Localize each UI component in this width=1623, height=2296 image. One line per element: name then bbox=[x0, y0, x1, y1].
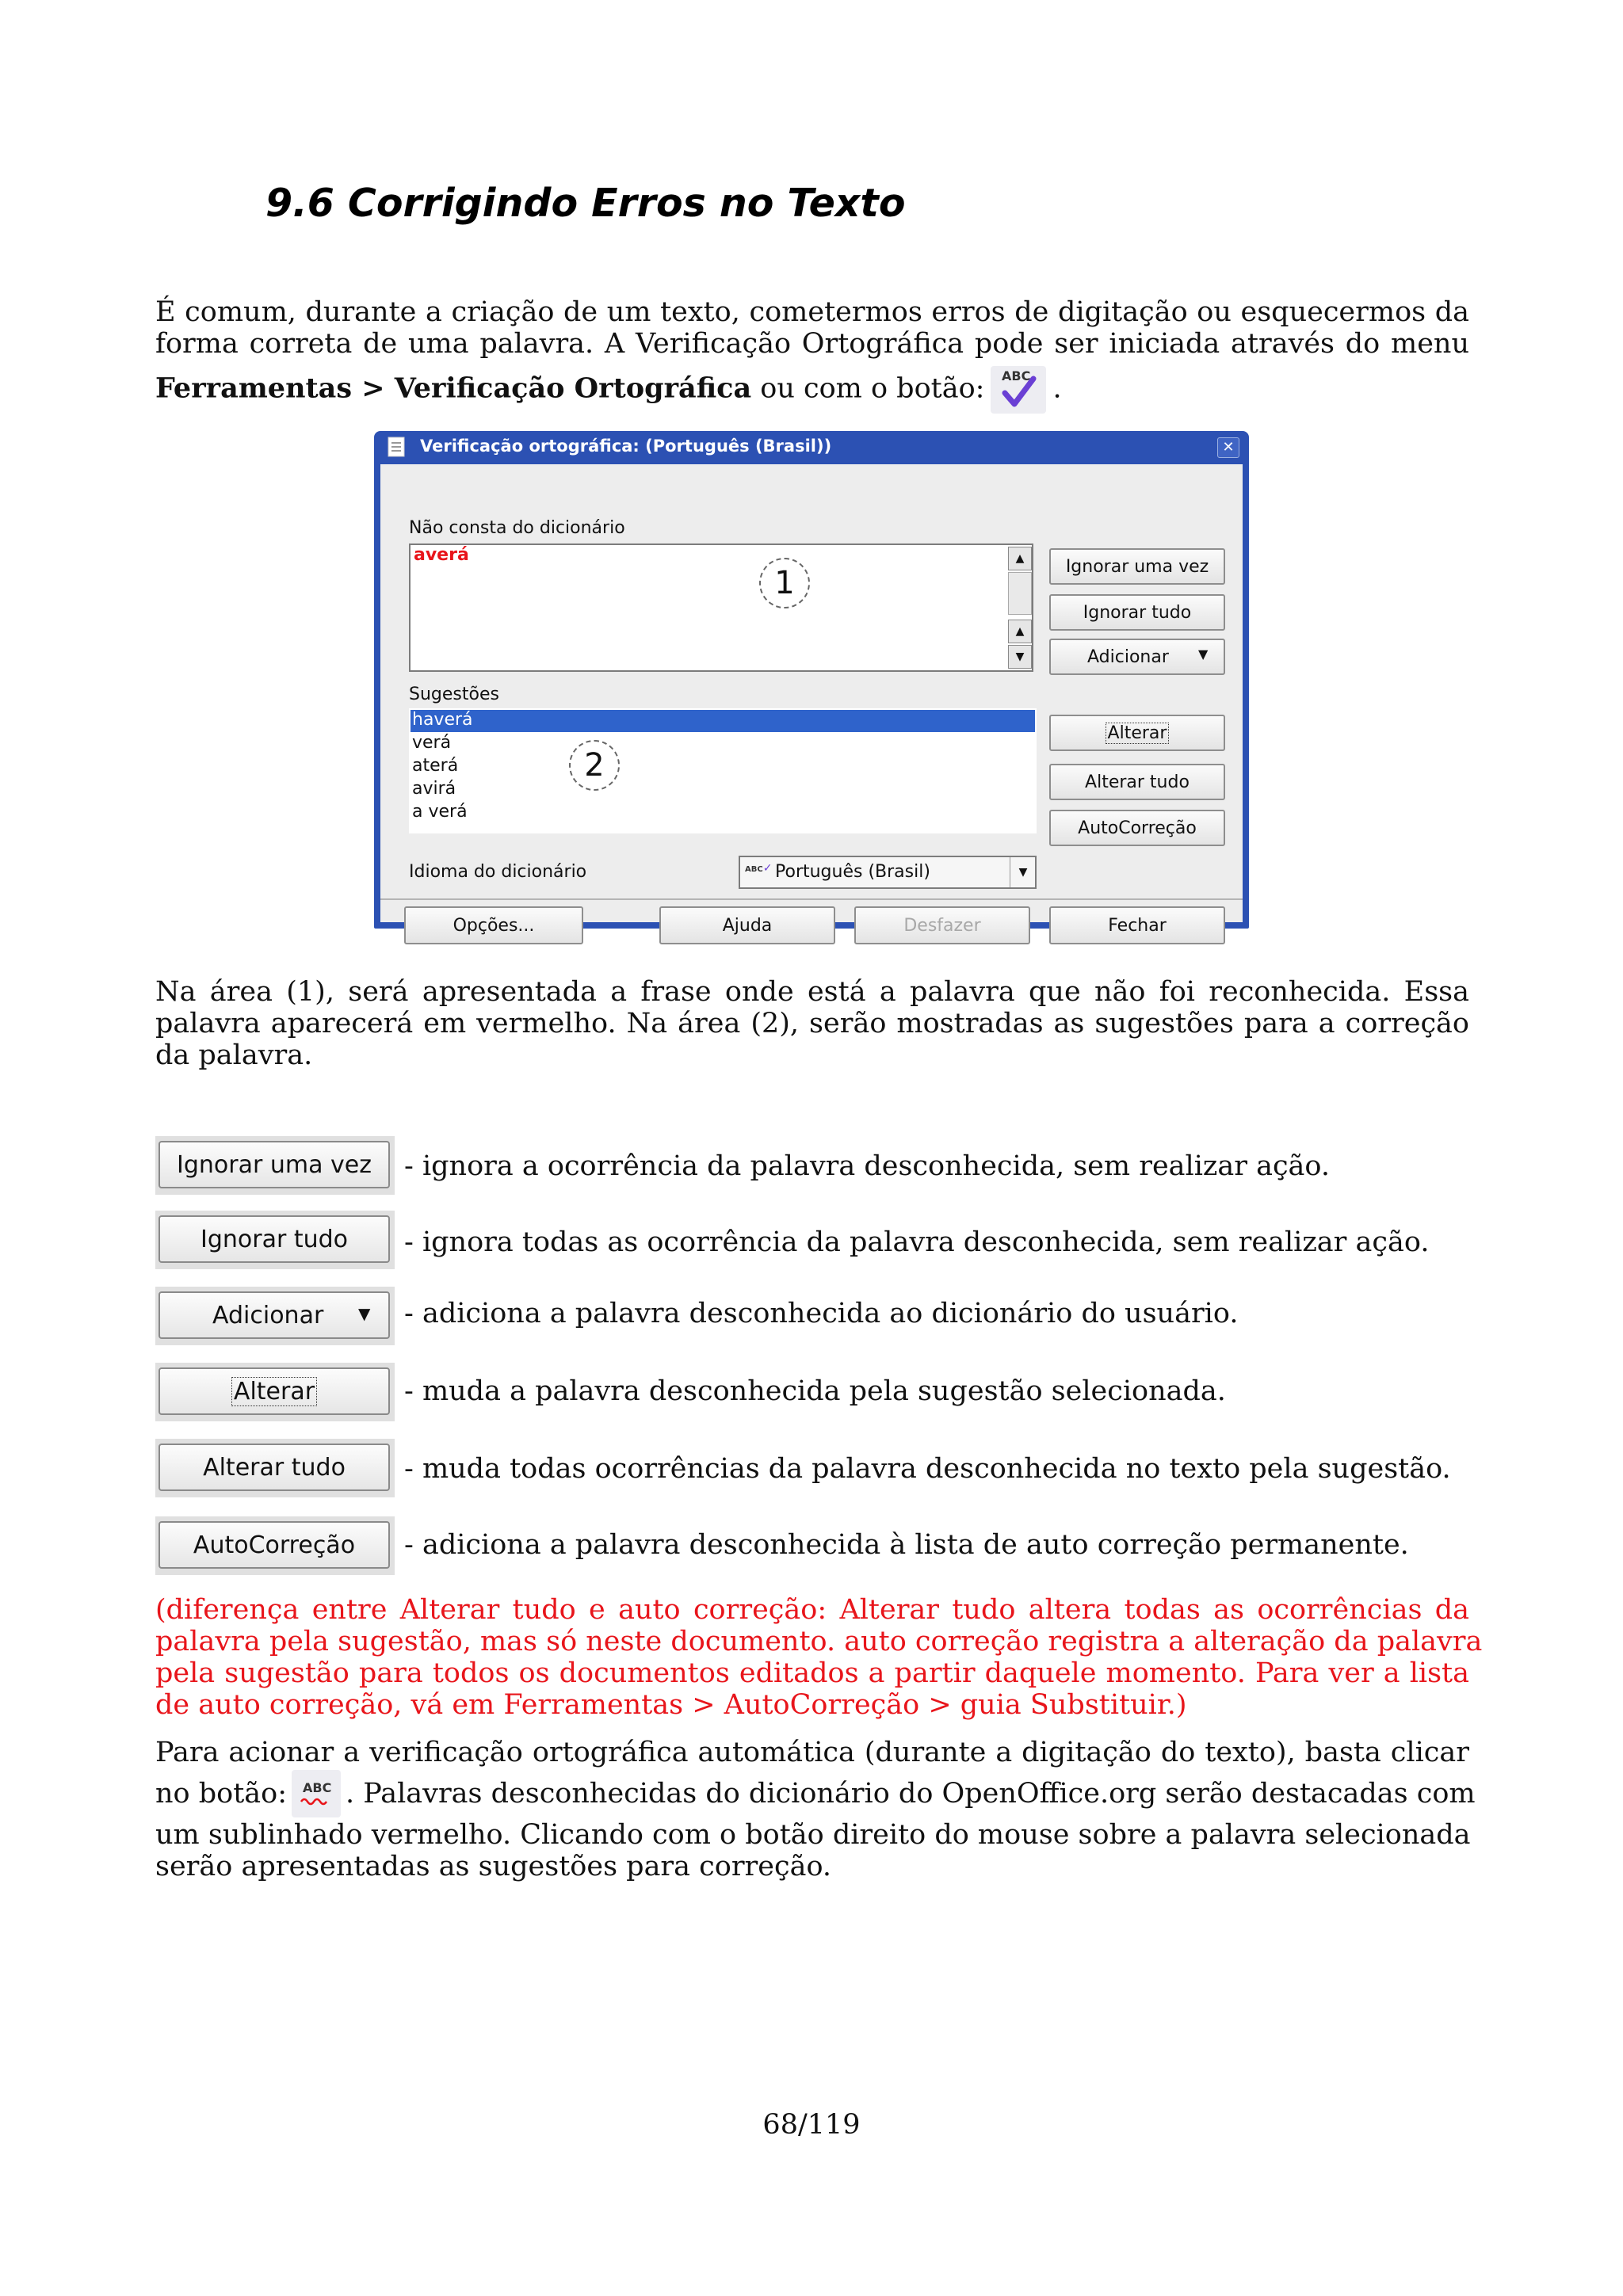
intro-line-3-end: . bbox=[1052, 372, 1062, 405]
legend-button-ignore-all bbox=[155, 1211, 395, 1269]
suggestion-item[interactable]: avirá bbox=[412, 779, 456, 799]
selected-suggestion-highlight bbox=[411, 710, 1035, 732]
suggestion-item[interactable]: aterá bbox=[412, 756, 459, 776]
para3-line-1: Para acionar a verificação ortográfica automática (durante a digitação do texto), basta clicar bbox=[155, 1737, 1469, 1768]
legend-button-autocorrect bbox=[155, 1516, 395, 1575]
auto-spellcheck-icon[interactable] bbox=[292, 1770, 341, 1817]
note-line-1: (diferença entre Alterar tudo e auto correção: Alterar tudo altera todas as ocorrências da bbox=[155, 1594, 1469, 1626]
chevron-down-icon[interactable]: ▼ bbox=[1010, 857, 1036, 887]
intro-line-1: É comum, durante a criação de um texto, cometermos erros de digitação ou esquecermos da bbox=[155, 296, 1469, 328]
document-icon bbox=[385, 436, 409, 458]
svg-text:ABC: ABC bbox=[1002, 368, 1031, 383]
intro-line-3 bbox=[155, 366, 1062, 414]
area-description-paragraph bbox=[155, 976, 1469, 1071]
para2-line-2: palavra aparecerá em vermelho. Na área (2), serão mostradas as sugestões para a correção bbox=[155, 1008, 1469, 1039]
menu-path: Ferramentas > Verificação Ortográfica bbox=[155, 372, 752, 405]
auto-spellcheck-paragraph bbox=[155, 1737, 1469, 1768]
suggestion-item[interactable]: haverá bbox=[412, 710, 473, 730]
suggestions-label: Sugestões bbox=[409, 685, 499, 704]
auto-spellcheck-paragraph-end bbox=[155, 1819, 1469, 1882]
suggestion-item[interactable]: a verá bbox=[412, 802, 468, 822]
svg-text:ABC: ABC bbox=[303, 1780, 332, 1795]
change-all-button[interactable]: Alterar tudo bbox=[158, 1444, 390, 1491]
chevron-down-icon: ▼ bbox=[1198, 646, 1209, 662]
autocorrect-button[interactable]: AutoCorreção bbox=[158, 1521, 390, 1569]
change-button-label: Alterar bbox=[231, 1377, 317, 1406]
legend-button-change bbox=[155, 1363, 395, 1421]
undo-button[interactable]: Desfazer bbox=[854, 906, 1030, 944]
add-button[interactable] bbox=[1049, 639, 1225, 675]
para2-line-1: Na área (1), será apresentada a frase onde está a palavra que não foi reconhecida. Essa bbox=[155, 976, 1469, 1008]
change-button[interactable] bbox=[158, 1367, 390, 1415]
dictionary-language-value: Português (Brasil) bbox=[775, 862, 930, 882]
spellcheck-abc-icon[interactable] bbox=[991, 366, 1046, 414]
unknown-word-box[interactable] bbox=[409, 543, 1033, 672]
intro-line-2: forma correta de uma palavra. A Verificação Ortográfica pode ser iniciada através do menu bbox=[155, 328, 1469, 360]
autocorrect-button[interactable]: AutoCorreção bbox=[1049, 810, 1225, 846]
legend-desc-ignore-all: - ignora todas as ocorrência da palavra desconhecida, sem realizar ação. bbox=[404, 1226, 1430, 1258]
area-2-marker: 2 bbox=[569, 740, 620, 791]
not-in-dictionary-label: Não consta do dicionário bbox=[409, 518, 625, 538]
para3-line-2-start: no botão: bbox=[155, 1778, 288, 1810]
note-line-2: palavra pela sugestão, mas só neste documento. auto correção registra a alteração da palavra bbox=[155, 1626, 1483, 1657]
unknown-word: averá bbox=[414, 545, 469, 565]
legend-button-change-all bbox=[155, 1439, 395, 1497]
spellcheck-dialog bbox=[374, 431, 1249, 936]
help-button[interactable]: Ajuda bbox=[659, 906, 835, 944]
section-heading: 9.6 Corrigindo Erros no Texto bbox=[265, 181, 906, 226]
chevron-down-icon: ▼ bbox=[358, 1304, 371, 1323]
dictionary-language-label: Idioma do dicionário bbox=[409, 862, 587, 882]
legend-button-add bbox=[155, 1287, 395, 1345]
add-button[interactable] bbox=[158, 1291, 390, 1339]
scroll-up-icon-2[interactable]: ▲ bbox=[1008, 620, 1032, 643]
ignore-once-button[interactable]: Ignorar uma vez bbox=[158, 1141, 390, 1188]
add-button-label: Adicionar bbox=[212, 1301, 324, 1329]
dictionary-language-select[interactable] bbox=[739, 856, 1037, 889]
scroll-down-icon[interactable]: ▼ bbox=[1008, 645, 1032, 669]
ignore-once-button[interactable]: Ignorar uma vez bbox=[1049, 548, 1225, 585]
para3-line-3: um sublinhado vermelho. Clicando com o botão direito do mouse sobre a palavra selecionada bbox=[155, 1819, 1471, 1851]
legend-desc-change: - muda a palavra desconhecida pela sugestão selecionada. bbox=[404, 1375, 1226, 1407]
ignore-all-button[interactable]: Ignorar tudo bbox=[158, 1215, 390, 1263]
legend-desc-ignore-once: - ignora a ocorrência da palavra desconhecida, sem realizar ação. bbox=[404, 1150, 1330, 1182]
page-number: 68/119 bbox=[762, 2109, 861, 2141]
legend-desc-change-all: - muda todas ocorrências da palavra desconhecida no texto pela sugestão. bbox=[404, 1453, 1451, 1485]
close-button[interactable]: Fechar bbox=[1049, 906, 1225, 944]
dialog-title: Verificação ortográfica: (Português (Brasil)) bbox=[420, 437, 832, 456]
para3-line-4: serão apresentadas as sugestões para correção. bbox=[155, 1851, 832, 1882]
para3-line-2 bbox=[155, 1770, 1476, 1817]
add-button-label: Adicionar bbox=[1087, 646, 1169, 667]
legend-button-ignore-once bbox=[155, 1136, 395, 1195]
area-1-marker: 1 bbox=[759, 558, 810, 608]
spellcheck-abc-icon: ABC✓ bbox=[745, 862, 773, 875]
para3-line-2-rest: . Palavras desconhecidas do dicionário do OpenOffice.org serão destacadas com bbox=[346, 1778, 1476, 1810]
suggestions-list[interactable] bbox=[409, 708, 1037, 833]
scroll-up-icon[interactable]: ▲ bbox=[1008, 547, 1032, 570]
scrollbar-thumb[interactable] bbox=[1008, 572, 1032, 615]
dialog-body bbox=[380, 464, 1243, 936]
change-button-label: Alterar bbox=[1106, 723, 1170, 744]
options-button[interactable]: Opções... bbox=[404, 906, 583, 944]
dialog-titlebar bbox=[374, 431, 1249, 461]
change-all-button[interactable]: Alterar tudo bbox=[1049, 764, 1225, 800]
intro-line-3-text: ou com o botão: bbox=[751, 372, 985, 405]
suggestion-item[interactable]: verá bbox=[412, 733, 452, 753]
close-icon[interactable]: ✕ bbox=[1217, 437, 1239, 458]
autocorrect-note bbox=[155, 1594, 1483, 1721]
para2-line-3: da palavra. bbox=[155, 1039, 313, 1071]
change-button[interactable] bbox=[1049, 715, 1225, 751]
legend-desc-autocorrect: - adiciona a palavra desconhecida à lista de auto correção permanente. bbox=[404, 1529, 1409, 1561]
ignore-all-button[interactable]: Ignorar tudo bbox=[1049, 594, 1225, 631]
note-line-4: de auto correção, vá em Ferramentas > AutoCorreção > guia Substituir.) bbox=[155, 1689, 1187, 1721]
intro-paragraph bbox=[155, 296, 1469, 360]
legend-desc-add: - adiciona a palavra desconhecida ao dicionário do usuário. bbox=[404, 1298, 1239, 1329]
note-line-3: pela sugestão para todos os documentos editados a partir daquele momento. Para ver a lista bbox=[155, 1657, 1469, 1689]
dialog-separator bbox=[380, 898, 1243, 900]
